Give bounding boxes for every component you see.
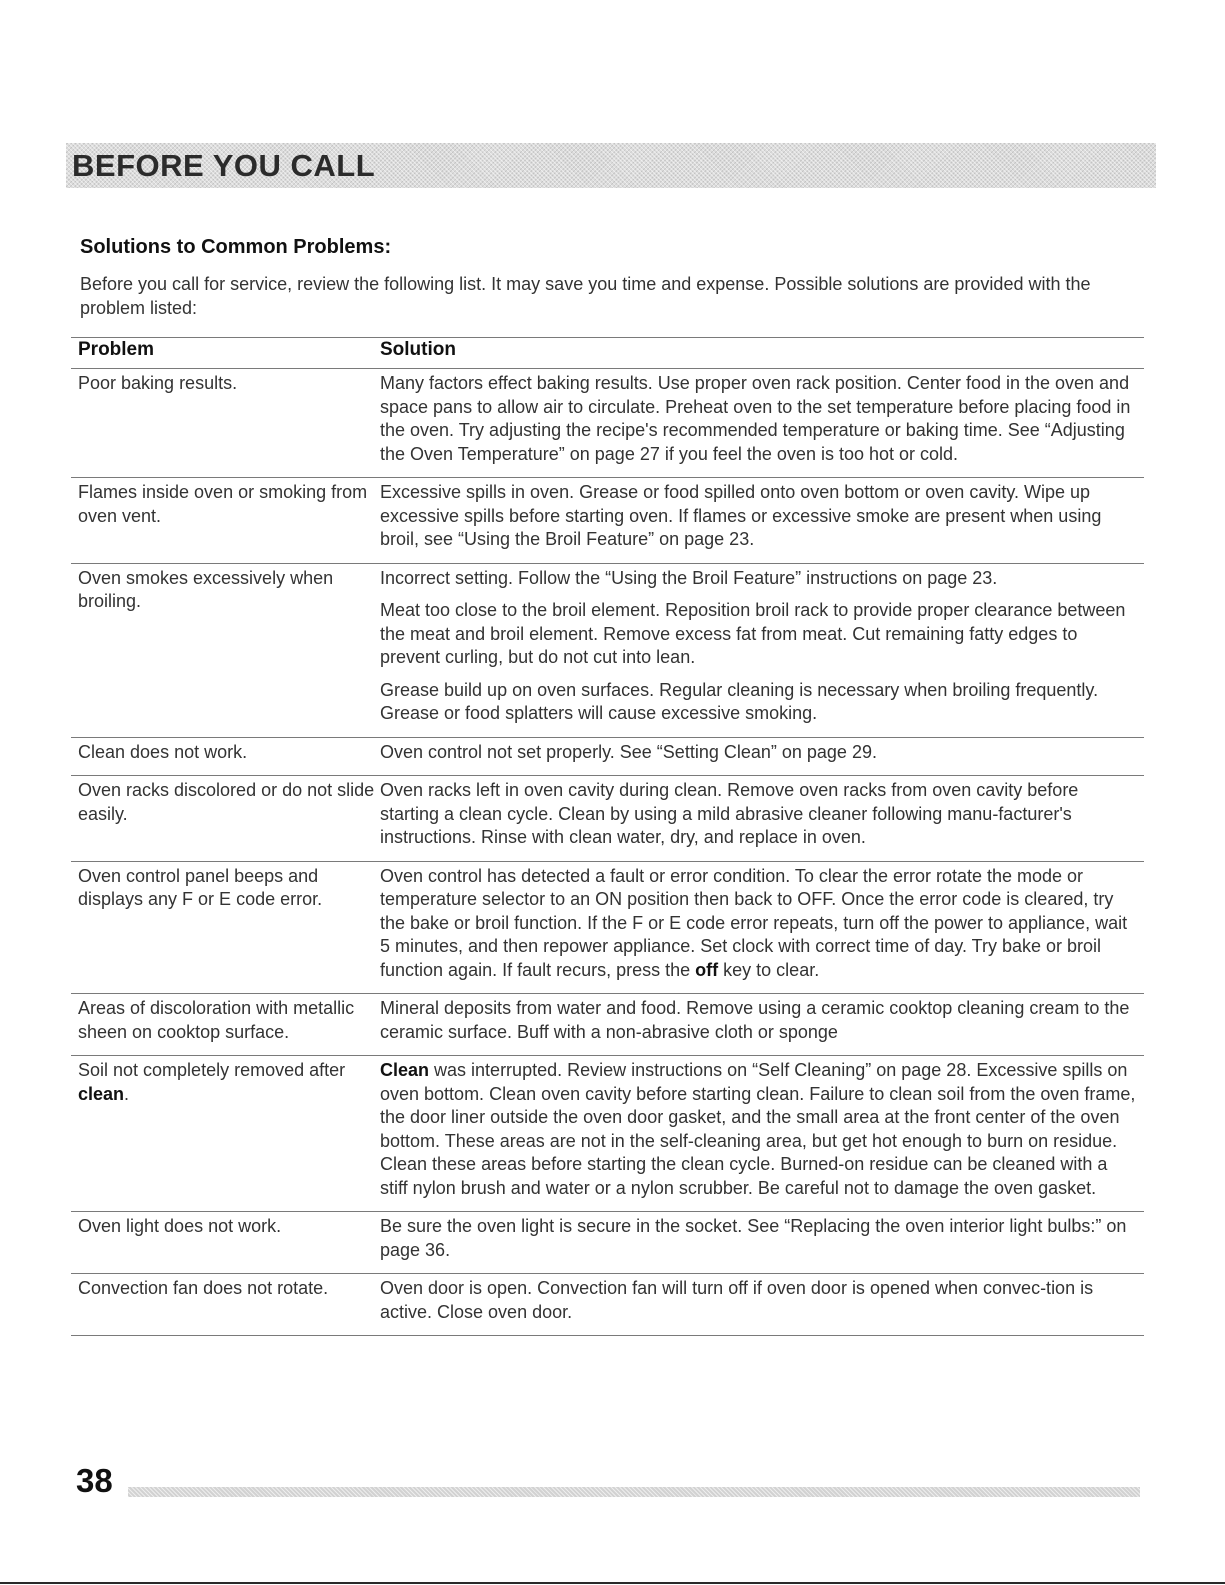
page-number: 38 xyxy=(76,1462,113,1499)
solution-cell xyxy=(380,478,1144,563)
problem-cell: Flames inside oven or smoking from oven vent. xyxy=(78,482,368,526)
solution-paragraph xyxy=(380,1059,1138,1200)
off-key-label: off xyxy=(695,959,719,980)
problem-cell: Oven light does not work. xyxy=(78,1216,282,1236)
solution-cell xyxy=(380,862,1144,994)
solution-cell xyxy=(380,369,1144,477)
table-row xyxy=(71,563,1144,737)
solution-paragraph: Oven control not set properly. See “Setting Clean” on page 29. xyxy=(380,741,877,762)
solution-paragraph: Be sure the oven light is secure in the socket. See “Replacing the oven interior light bulbs:” on page 36. xyxy=(380,1216,1127,1260)
table-row xyxy=(71,737,1144,776)
footer-band xyxy=(128,1487,1140,1497)
page-title: BEFORE YOU CALL xyxy=(72,148,376,183)
solution-cell xyxy=(380,776,1144,861)
intro-text: Before you call for service, review the following list. It may save you time and expense. Possible solutions are provided with the problem listed: xyxy=(80,274,1091,318)
table-row xyxy=(71,861,1144,994)
clean-keyword: clean xyxy=(78,1083,125,1104)
problem-cell xyxy=(71,1056,380,1211)
table-row xyxy=(71,993,1144,1055)
solution-text: was interrupted. Review instructions on “Self Cleaning” on page 28. Excessive spills on oven bottom. Clean oven cavity before starting clean. Failure to clean soil from the oven frame, the door liner outside the oven door gasket, and the small area at the front center of the oven bottom. These areas are not in the self-cleaning area, but get hot enough to burn on residue. Clean these areas before starting the clean cycle. Burned-on residue can be cleaned with a stiff nylon brush and water or a nylon scrubber. Be careful not to damage the oven gasket. xyxy=(380,1060,1136,1198)
solution-paragraph: Mineral deposits from water and food. Remove using a ceramic cooktop cleaning cream to the ceramic surface. Buff with a non-abrasive cloth or sponge xyxy=(380,998,1130,1042)
solution-paragraph xyxy=(380,865,1138,983)
table-row xyxy=(71,477,1144,563)
problem-cell: Convection fan does not rotate. xyxy=(78,1278,329,1298)
problems-table xyxy=(71,337,1144,1336)
problem-cell: Oven control panel beeps and displays any F or E code error. xyxy=(78,865,323,909)
column-header-solution: Solution xyxy=(380,339,456,360)
solution-text: key to clear. xyxy=(718,959,820,980)
table-row xyxy=(71,775,1144,861)
clean-keyword: Clean xyxy=(380,1060,430,1080)
solution-paragraph: Incorrect setting. Follow the “Using the Broil Feature” instructions on page 23. xyxy=(380,567,998,588)
table-row xyxy=(71,1211,1144,1273)
solution-paragraph: Meat too close to the broil element. Reposition broil rack to provide proper clearance between the meat and broil element. Remove excess fat from meat. Cut remaining fatty edges to prevent curling, but do not cut into lean. xyxy=(380,600,1126,667)
section-heading: Solutions to Common Problems: xyxy=(80,236,392,258)
table-row xyxy=(71,1273,1144,1336)
solution-paragraph: Oven door is open. Convection fan will turn off if oven door is opened when convec-tion is active. Close oven door. xyxy=(380,1278,1094,1322)
problem-cell: Oven racks discolored or do not slide easily. xyxy=(78,780,375,824)
solution-cell xyxy=(380,1056,1144,1211)
problem-cell: Poor baking results. xyxy=(78,373,238,393)
page-bottom-rule xyxy=(0,1582,1225,1584)
solution-paragraph: Many factors effect baking results. Use proper oven rack position. Center food in the oven and space pans to allow air to circulate. Preheat oven to the set temperature before placing food in the oven. Try adjusting the recipe's recommended temperature or baking time. See “Adjusting the Oven Temperature” on page 27 if you feel the oven is too hot or cold. xyxy=(380,373,1131,464)
problem-text: . xyxy=(124,1083,130,1104)
table-row xyxy=(71,368,1144,477)
solution-paragraph: Oven racks left in oven cavity during clean. Remove oven racks from oven cavity before starting a clean cycle. Clean by using a mild abrasive cleaner following manu-facturer's instructions. Rinse with clean water, dry, and replace in oven. xyxy=(380,780,1079,847)
column-header-problem: Problem xyxy=(78,339,155,360)
solution-cell xyxy=(380,1274,1144,1335)
problem-cell: Clean does not work. xyxy=(78,741,248,762)
table-header-row xyxy=(71,337,1144,368)
solution-cell xyxy=(380,1212,1144,1273)
problem-cell: Oven smokes excessively when broiling. xyxy=(78,567,334,611)
problem-text: Soil not completely removed after xyxy=(78,1060,346,1080)
solution-cell xyxy=(380,994,1144,1055)
solution-text: Oven control has detected a fault or error condition. To clear the error rotate the mode or temperature selector to an ON position then back to OFF. Once the error code is cleared, try the bake or broil function. If the F or E code error repeats, turn off the power to appliance, wait 5 minutes, and then repower appliance. Set clock with correct time of day. Try bake or broil function again. If fault recurs, press the xyxy=(380,865,1128,980)
table-row xyxy=(71,1055,1144,1211)
solution-paragraph: Excessive spills in oven. Grease or food spilled onto oven bottom or oven cavity. Wipe up excessive spills before starting oven. If flames or excessive smoke are present when using broil, see “Using the Broil Feature” on page 23. xyxy=(380,482,1102,549)
problem-cell: Areas of discoloration with metallic sheen on cooktop surface. xyxy=(78,998,355,1042)
solution-paragraph: Grease build up on oven surfaces. Regular cleaning is necessary when broiling frequently. Grease or food splatters will cause excessive smoking. xyxy=(380,679,1099,723)
solution-cell xyxy=(380,564,1144,737)
solution-cell xyxy=(380,738,1144,776)
